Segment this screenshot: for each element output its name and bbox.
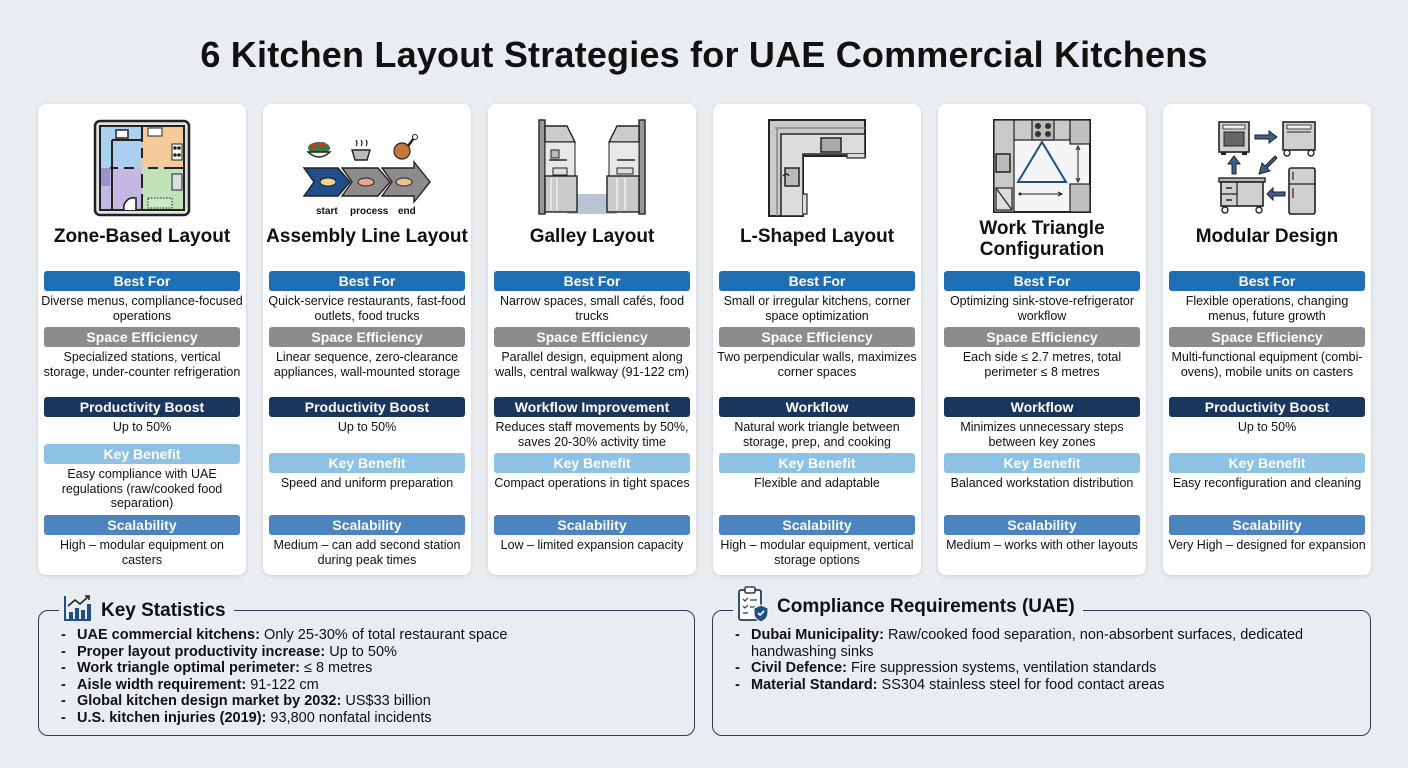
space-efficiency-value: Specialized stations, vertical storage, under-counter refrigeration bbox=[43, 350, 241, 379]
clipboard-shield-check-icon bbox=[737, 585, 769, 629]
scalability-value: High – modular equipment, vertical storage options bbox=[720, 538, 914, 567]
stat-item: - Aisle width requirement: 91-122 cm bbox=[59, 677, 507, 694]
card-title: Modular Design bbox=[1195, 226, 1339, 247]
space-efficiency-header: Space Efficiency bbox=[1169, 327, 1365, 347]
scalability-value: Medium – can add second station during peak times bbox=[273, 538, 461, 567]
space-efficiency-header: Space Efficiency bbox=[44, 327, 240, 347]
key-benefit-value: Balanced workstation distribution bbox=[950, 476, 1134, 490]
work-triangle-icon bbox=[938, 118, 1146, 218]
key-benefit-value: Easy compliance with UAE regulations (raw/cooked food separation) bbox=[61, 467, 223, 510]
key-benefit-header: Key Benefit bbox=[1169, 453, 1365, 473]
key-benefit-header: Key Benefit bbox=[494, 453, 690, 473]
stat-item: - Proper layout productivity increase: Up to 50% bbox=[59, 644, 507, 661]
workflow-header: Workflow bbox=[719, 397, 915, 417]
space-efficiency-value: Two perpendicular walls, maximizes corner spaces bbox=[717, 350, 917, 379]
best-for-value: Quick-service restaurants, fast-food outlets, food trucks bbox=[268, 294, 466, 323]
scalability-value: Low – limited expansion capacity bbox=[500, 538, 684, 552]
key-benefit-value: Flexible and adaptable bbox=[754, 476, 880, 490]
card-title: Work Triangle Configuration bbox=[979, 218, 1105, 260]
key-benefit-header: Key Benefit bbox=[944, 453, 1140, 473]
assembly-line-icon bbox=[263, 118, 471, 218]
productivity-header: Productivity Boost bbox=[269, 397, 465, 417]
card-l-shaped bbox=[713, 104, 921, 575]
zone-floorplan-icon bbox=[38, 118, 246, 218]
space-efficiency-value: Linear sequence, zero-clearance appliances, wall-mounted storage bbox=[273, 350, 461, 379]
best-for-header: Best For bbox=[1169, 271, 1365, 291]
space-efficiency-header: Space Efficiency bbox=[944, 327, 1140, 347]
compliance-heading: Compliance Requirements (UAE) bbox=[733, 587, 1083, 627]
stat-item: - U.S. kitchen injuries (2019): 93,800 nonfatal incidents bbox=[59, 710, 507, 727]
compliance-item: - Material Standard: SS304 stainless steel for food contact areas bbox=[733, 677, 1333, 694]
space-efficiency-header: Space Efficiency bbox=[269, 327, 465, 347]
key-benefit-header: Key Benefit bbox=[44, 444, 240, 464]
l-shaped-counter-icon bbox=[713, 118, 921, 218]
scalability-header: Scalability bbox=[719, 515, 915, 535]
key-benefit-value: Compact operations in tight spaces bbox=[494, 476, 690, 490]
key-benefit-header: Key Benefit bbox=[269, 453, 465, 473]
best-for-value: Flexible operations, changing menus, future growth bbox=[1185, 294, 1349, 323]
modular-equipment-icon bbox=[1163, 118, 1371, 218]
best-for-value: Narrow spaces, small cafés, food trucks bbox=[499, 294, 685, 323]
card-zone-based bbox=[38, 104, 246, 575]
card-modular bbox=[1163, 104, 1371, 575]
workflow-improvement-header: Workflow Improvement bbox=[494, 397, 690, 417]
scalability-header: Scalability bbox=[269, 515, 465, 535]
layout-cards bbox=[38, 104, 1374, 576]
compliance-item: - Civil Defence: Fire suppression systems, ventilation standards bbox=[733, 660, 1333, 677]
space-efficiency-value: Each side ≤ 2.7 metres, total perimeter ≤ 8 metres bbox=[962, 350, 1122, 379]
best-for-value: Small or irregular kitchens, corner space optimization bbox=[723, 294, 911, 323]
page-title: 6 Kitchen Layout Strategies for UAE Commercial Kitchens bbox=[200, 34, 1208, 75]
scalability-header: Scalability bbox=[44, 515, 240, 535]
stat-item: - Global kitchen design market by 2032: US$33 billion bbox=[59, 693, 507, 710]
card-title: Galley Layout bbox=[529, 226, 655, 247]
card-assembly-line bbox=[263, 104, 471, 575]
scalability-value: High – modular equipment on casters bbox=[60, 538, 224, 567]
stat-item: - UAE commercial kitchens: Only 25-30% of total restaurant space bbox=[59, 627, 507, 644]
space-efficiency-value: Multi-functional equipment (combi-ovens), mobile units on casters bbox=[1171, 350, 1363, 379]
best-for-header: Best For bbox=[944, 271, 1140, 291]
galley-kitchen-icon bbox=[488, 118, 696, 218]
scalability-header: Scalability bbox=[944, 515, 1140, 535]
space-efficiency-value: Parallel design, equipment along walls, central walkway (91-122 cm) bbox=[495, 350, 689, 379]
workflow-value: Minimizes unnecessary steps between key zones bbox=[960, 420, 1124, 449]
card-galley bbox=[488, 104, 696, 575]
workflow-value: Natural work triangle between storage, prep, and cooking bbox=[734, 420, 900, 449]
compliance-item: - Dubai Municipality: Raw/cooked food separation, non-absorbent surfaces, dedicated handwashing sinks bbox=[733, 627, 1333, 660]
best-for-header: Best For bbox=[269, 271, 465, 291]
space-efficiency-header: Space Efficiency bbox=[494, 327, 690, 347]
svg-text:end: end bbox=[398, 206, 416, 217]
stat-item: - Work triangle optimal perimeter: ≤ 8 metres bbox=[59, 660, 507, 677]
productivity-value: Up to 50% bbox=[337, 420, 397, 434]
card-title: Assembly Line Layout bbox=[266, 226, 468, 247]
compliance-panel bbox=[712, 596, 1371, 736]
scalability-header: Scalability bbox=[1169, 515, 1365, 535]
productivity-header: Productivity Boost bbox=[1169, 397, 1365, 417]
productivity-header: Productivity Boost bbox=[44, 397, 240, 417]
card-title: Zone-Based Layout bbox=[53, 226, 231, 247]
space-efficiency-header: Space Efficiency bbox=[719, 327, 915, 347]
scalability-value: Very High – designed for expansion bbox=[1168, 538, 1366, 552]
card-title: L-Shaped Layout bbox=[739, 226, 895, 247]
scalability-value: Medium – works with other layouts bbox=[946, 538, 1138, 552]
bar-chart-trend-icon bbox=[63, 594, 93, 628]
best-for-header: Best For bbox=[494, 271, 690, 291]
workflow-improvement-value: Reduces staff movements by 50%, saves 20-30% activity time bbox=[495, 420, 689, 449]
key-benefit-value: Easy reconfiguration and cleaning bbox=[1172, 476, 1362, 490]
best-for-value: Diverse menus, compliance-focused operations bbox=[41, 294, 243, 323]
productivity-value: Up to 50% bbox=[1237, 420, 1297, 434]
svg-text:start: start bbox=[316, 206, 338, 217]
svg-text:process: process bbox=[350, 206, 389, 217]
key-statistics-panel bbox=[38, 600, 695, 736]
best-for-header: Best For bbox=[44, 271, 240, 291]
productivity-value: Up to 50% bbox=[112, 420, 172, 434]
key-benefit-header: Key Benefit bbox=[719, 453, 915, 473]
workflow-header: Workflow bbox=[944, 397, 1140, 417]
key-statistics-heading: Key Statistics bbox=[59, 597, 234, 625]
best-for-header: Best For bbox=[719, 271, 915, 291]
compliance-list bbox=[733, 627, 1333, 693]
key-benefit-value: Speed and uniform preparation bbox=[280, 476, 454, 490]
scalability-header: Scalability bbox=[494, 515, 690, 535]
key-statistics-list bbox=[59, 627, 507, 726]
best-for-value: Optimizing sink-stove-refrigerator workflow bbox=[949, 294, 1135, 323]
card-work-triangle bbox=[938, 104, 1146, 575]
